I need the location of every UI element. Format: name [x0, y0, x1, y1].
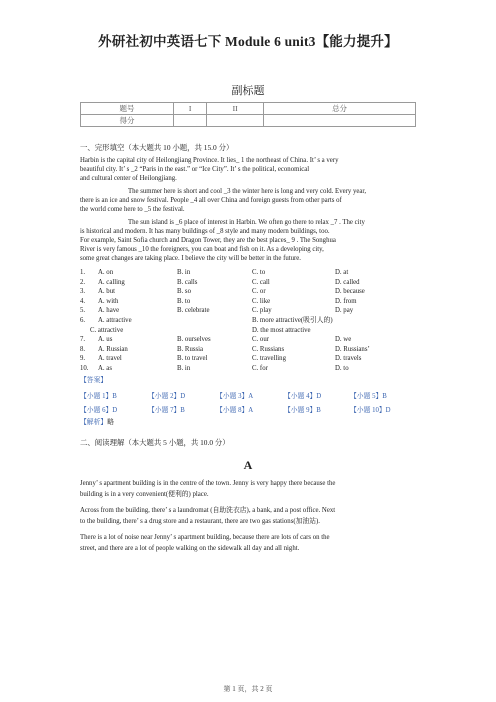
passage1-line: The summer here is short and cool _3 the winter here is long and very cold. Every year,	[128, 188, 367, 195]
passage-letter: A	[243, 458, 253, 472]
score-table	[80, 102, 416, 127]
option-c: C. to	[252, 269, 266, 276]
passage2-line: There is a lot of noise near Jenny’ s apartment building, because there are lots of cars on the	[80, 534, 330, 541]
option-c: C. for	[252, 364, 268, 372]
option-a: A. travel	[98, 355, 122, 363]
score-table-empty-cell	[174, 115, 207, 127]
passage1-line: there is an ice and snow festival. People _4 all over China and foreign guests from other parts of	[80, 197, 342, 204]
answer-label: 【答案】	[80, 377, 108, 384]
option-b: B. to	[177, 297, 191, 305]
document-subtitle: 副标题	[231, 85, 265, 97]
score-table-header-cell: 题号	[81, 103, 174, 115]
option-d: D. travels	[335, 355, 362, 363]
option-a: A. on	[98, 269, 114, 276]
option-c: C. travelling	[252, 355, 286, 363]
passage1-line: Harbin is the capital city of Heilongjiang Province. It lies_ 1 the northeast of China. It’ s a very	[80, 157, 339, 164]
score-table-score-row	[81, 115, 416, 127]
option-c: C. play	[252, 307, 272, 315]
answer-item: 【小题 2】D	[148, 393, 186, 400]
answer-item: 【小题 9】B	[284, 407, 321, 414]
answer-item: 【小题 7】B	[148, 407, 185, 414]
score-table-empty-cell	[207, 115, 264, 127]
option-c: C. our	[252, 336, 269, 344]
passage1-line: is historical and modern. It has many buildings of _8 style and many modern buildings, too.	[80, 228, 330, 235]
option-number: 3.	[80, 288, 86, 296]
passage2-line: to the building, there’ s a drug store and a restaurant, there are two gas stations(加油站).	[80, 518, 320, 525]
option-number: 6.	[80, 316, 86, 324]
option-a: A. with	[98, 297, 119, 305]
option-d: D. from	[335, 297, 357, 305]
answer-item: 【小题 1】B	[80, 393, 117, 400]
option-b: B. more attractive(吸引人的)	[252, 316, 333, 324]
passage1-line: For example, Saint Sofia church and Dragon Tower, they are the best places_ 9 . The Songhua	[80, 237, 336, 244]
option-number: 10.	[80, 364, 89, 372]
option-a: A. calling	[98, 278, 125, 286]
option-d: D. because	[335, 288, 365, 296]
page-footer: 第 1 页，共 2 页	[223, 685, 273, 693]
option-d: D. Russians’	[335, 345, 370, 353]
passage1-line: River is very famous _10 the foreigners, you can boat and fish on it. As a developing city,	[80, 246, 324, 253]
analysis-text: 略	[107, 419, 114, 426]
option-number: 9.	[80, 355, 86, 363]
score-table-header-cell: I	[174, 103, 207, 115]
option-b: B. calls	[177, 278, 198, 286]
option-a: A. Russian	[98, 345, 128, 353]
option-number: 4.	[80, 297, 86, 305]
passage1-line: the world come here to _5 the festival.	[80, 206, 185, 213]
answer-item: 【小题 3】A	[216, 393, 254, 400]
score-table-empty-cell	[264, 115, 416, 127]
passage1-line: and cultural center of Heilongjiang.	[80, 175, 177, 182]
answer-item: 【小题 8】A	[216, 407, 254, 414]
option-a: A. have	[98, 307, 120, 315]
score-table-header-row	[81, 103, 416, 115]
option-c: C. like	[252, 297, 271, 305]
option-number: 2.	[80, 278, 86, 286]
option-b: B. celebrate	[177, 307, 210, 315]
option-number: 1.	[80, 269, 86, 276]
passage2-line: building is in a very convenient(便利的) place.	[80, 491, 209, 498]
option-number: 5.	[80, 307, 86, 315]
passage1-line: some great changes are taking place. I believe the city will be better in the future.	[80, 255, 301, 262]
option-c: C. Russians	[252, 345, 285, 353]
section1-heading: 一、完形填空（本大题共 10 小题，共 15.0 分）	[80, 143, 234, 152]
option-b: B. in	[177, 269, 191, 276]
option-number: 8.	[80, 345, 86, 353]
option-b: B. ourselves	[177, 336, 211, 344]
answer-item: 【小题 10】D	[350, 407, 391, 414]
section2-heading: 二、阅读理解（本大题共 5 小题，共 10.0 分）	[80, 438, 230, 447]
passage2-line: Across from the building, there’ s a laundromat (自助洗衣店), a bank, and a post office. Next	[80, 507, 336, 514]
analysis-label: 【解析】	[80, 419, 108, 426]
option-d: D. at	[335, 269, 349, 276]
option-a: A. but	[98, 288, 115, 296]
document-title: 外研社初中英语七下 Module 6 unit3【能力提升】	[98, 34, 398, 49]
option-c: C. attractive	[90, 326, 124, 334]
score-table-header-cell: II	[207, 103, 264, 115]
answer-item: 【小题 5】B	[350, 393, 387, 400]
option-a: A. us	[98, 336, 113, 344]
option-d: D. pay	[335, 307, 354, 315]
option-d: D. to	[335, 364, 349, 372]
option-c: C. call	[252, 278, 270, 286]
answer-item: 【小题 4】D	[284, 393, 322, 400]
passage1-line: beautiful city. It’ s _2 “Paris in the east.” or “Ice City”. It’ s the political, economical	[80, 166, 310, 173]
passage2-line: Jenny’ s apartment building is in the centre of the town. Jenny is very happy there because the	[80, 480, 336, 487]
option-b: B. to travel	[177, 355, 208, 363]
score-table-header-cell: 总分	[264, 103, 416, 115]
passage2-line: street, and there are a lot of people walking on the sidewalk all day and all night.	[80, 545, 300, 552]
option-number: 7.	[80, 336, 86, 344]
option-b: B. in	[177, 364, 191, 372]
option-d: D. the most attractive	[252, 326, 311, 334]
option-b: B. so	[177, 288, 191, 296]
passage1-line: The sun island is _6 place of interest in Harbin. We often go there to relax _7 . The city	[128, 219, 365, 226]
option-a: A. attractive	[98, 316, 132, 324]
option-d: D. called	[335, 278, 360, 286]
option-b: B. Russia	[177, 345, 204, 353]
answer-item: 【小题 6】D	[80, 407, 118, 414]
option-c: C. or	[252, 288, 266, 296]
score-table-score-label: 得分	[81, 115, 174, 127]
analysis-line	[80, 418, 114, 427]
option-d: D. we	[335, 336, 352, 344]
option-a: A. as	[98, 364, 112, 372]
